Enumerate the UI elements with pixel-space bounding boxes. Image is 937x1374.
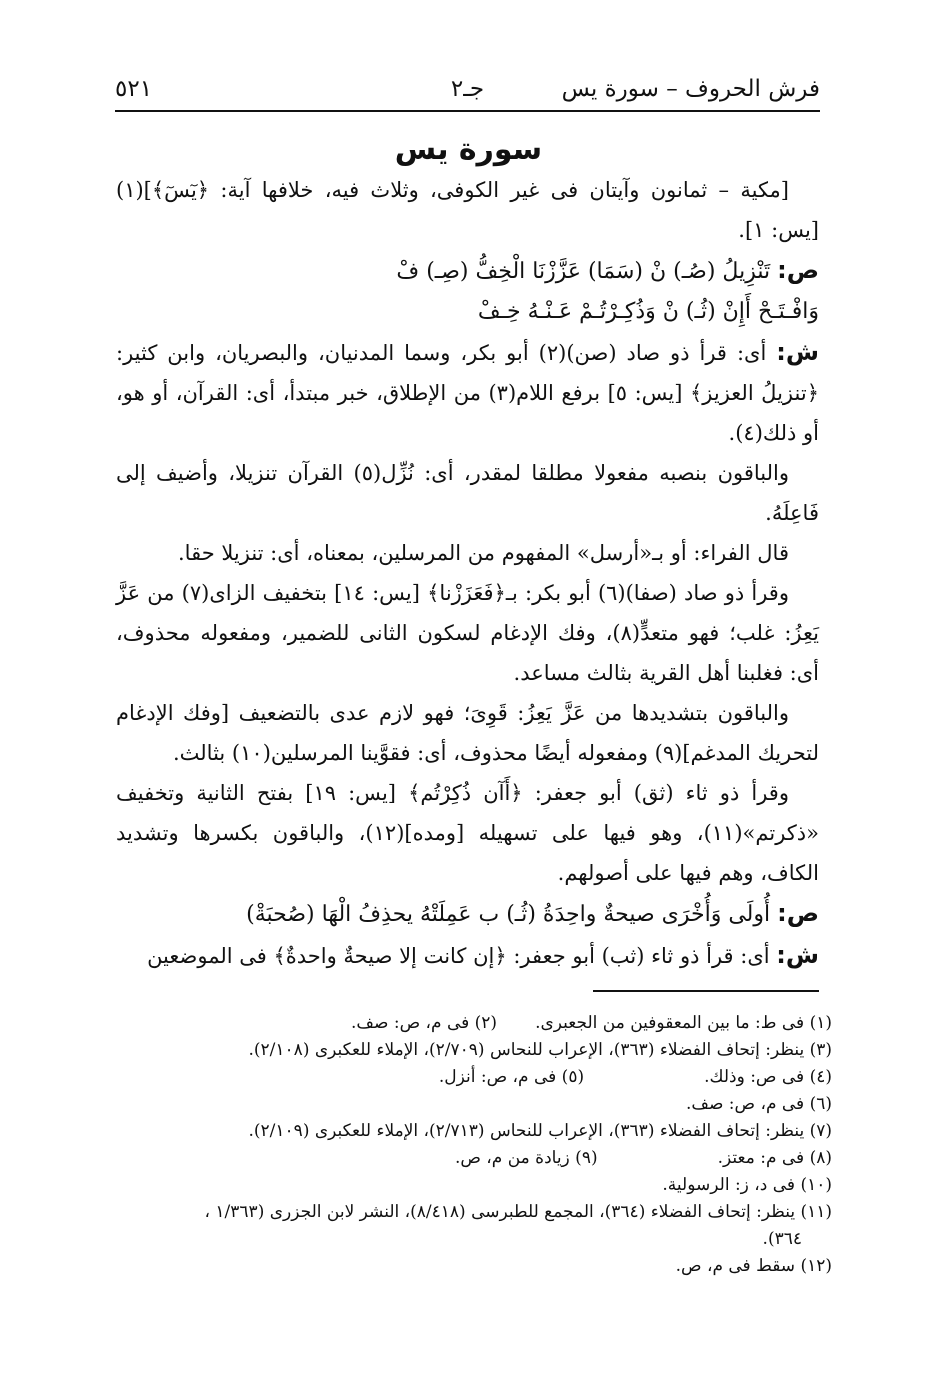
footnote: (٢) فى م، ص: صف.: [351, 1013, 498, 1033]
surah-title: سورة يس: [394, 132, 543, 167]
commentary-text: أى: قرأ ذو صاد (صن)(٢) أبو بكر، وسما المدنيان، والبصريان، وابن كثير: ﴿تنزيلُ العزيز﴾ [يس: ٥] برفع اللام(٣) من الإطلاق، خبر مبتدأ، أى: القرآن، أو هو، أو ذلك(٤).: [116, 341, 820, 445]
footnote-line: [117, 1037, 832, 1064]
footnote-line: [117, 1253, 832, 1280]
footnote: (٧) ينظر: إتحاف الفضلاء (٣٦٣)، الإعراب للنحاس (٢/٧١٣)، الإملاء للعكبرى (٢/١٠٩).: [248, 1121, 832, 1141]
paragraph: وقرأ ذو صاد (صفا)(٦) أبو بكر: بـ﴿فَعَزَزْنا﴾ [يس: ١٤] بتخفيف الزاى(٧) من عَزَّ يَعِزُ: غلب؛ فهو متعدٍّ(٨)، وفك الإدغام لسكون الثانى للضمير، ومفعوله محذوف، أى: فغلبنا أهل القرية بثالث مساعد.: [116, 581, 819, 685]
footnote: (٨) فى م: معتز.: [717, 1148, 832, 1168]
footnote-separator: [593, 990, 819, 992]
footnote-line: [117, 1226, 832, 1253]
footnote-line: [117, 1010, 832, 1037]
footnote-line: [117, 1064, 832, 1091]
main-text: [116, 170, 819, 976]
verse-label: ص:: [777, 256, 819, 284]
footnote-line: [117, 1118, 832, 1145]
commentary-label: ش:: [776, 338, 819, 366]
paragraph: والباقون بنصبه مفعولا مطلقا لمقدر، أى: نُزِّل(٥) القرآن تنزيلا، وأضيف إلى فَاعِلَهُ.: [116, 461, 819, 525]
commentary-label: ش:: [776, 941, 819, 969]
footnote: (١٠) فى د، ز: الرسولية.: [662, 1175, 832, 1195]
footnote-line: [117, 1145, 832, 1172]
commentary-paragraph: [116, 332, 819, 453]
verse-line-3: [116, 893, 819, 935]
footnote: (٦) فى م، ص: صف.: [685, 1094, 832, 1114]
footnote: (٣) ينظر: إتحاف الفضلاء (٣٦٣)، الإعراب للنحاس (٢/٧٠٩)، الإملاء للعكبرى (٢/١٠٨).: [248, 1040, 832, 1060]
paragraph: والباقون بتشديدها من عَزَّ يَعِزُ: قَوِىَ؛ فهو لازم عدى بالتضعيف [وفك الإدغام لتحريك المدغم](٩) ومفعوله أيضًا محذوف، أى: فقوَّينا المرسلين(١٠) بثالث.: [116, 701, 819, 765]
footnote-line: [117, 1199, 832, 1226]
commentary-paragraph: [116, 935, 819, 976]
footnote: (١٢) سقط فى م، ص.: [675, 1256, 832, 1276]
footnotes: [117, 1010, 832, 1280]
footnote: (١١) ينظر: إتحاف الفضلاء (٣٦٤)، المجمع للطبرسى (٨/٤١٨)، النشر لابن الجزرى (١/٣٦٣ ،: [204, 1202, 832, 1222]
running-header: [115, 76, 820, 112]
running-title: فرش الحروف – سورة يس: [561, 76, 820, 102]
footnote-line: [117, 1091, 832, 1118]
footnote: ٣٦٤).: [762, 1229, 802, 1249]
verse-line-1: [116, 250, 819, 292]
footnote: (١) فى ط: ما بين المعقوفين من الجعبرى.: [535, 1013, 832, 1033]
paragraph: قال الفراء: أو بـ«أرسل» المفهوم من المرسلين، بمعناه، أى: تنزيلا حقا.: [178, 541, 789, 565]
paragraph: وقرأ ذو ثاء (ثق) أبو جعفر: ﴿أَآن ذُكِرْتُم﴾ [يس: ١٩] بفتح الثانية وتخفيف «ذكرتم»(١١)، وهو فيها على تسهيله [ومده](١٢)، والباقون بكسرها وتشديد الكاف، وهم فيها على أصولهم.: [116, 781, 819, 885]
footnote: (٩) زيادة من م، ص.: [454, 1148, 598, 1168]
volume-label: جـ٢: [450, 76, 485, 102]
verse-text: أُولَى وَأُخْرَى صيحةٌ واحِدَةُ (ثُـ) ب عَمِلَتْهُ يحذِفُ الْهَا (صُحبَةْ): [246, 902, 771, 927]
surah-intro: [مكية – ثمانون وآيتان فى غير الكوفى، وثلاث فيه، خلافها آية: ﴿يٓسٓ﴾](١) [يس: ١].: [116, 178, 819, 242]
verse-text: تَنْزِيلُ (صُـ) نْ (سَمَا) عَزَّزْنَا الْخِفُّ (صِـ) فْ: [396, 259, 771, 284]
footnote: (٥) فى م، ص: أنزل.: [438, 1067, 585, 1087]
verse-label: ص:: [777, 899, 819, 927]
footnote-line: [117, 1172, 832, 1199]
footnote: (٤) فى ص: وذلك.: [704, 1067, 832, 1087]
commentary-text: أى: قرأ ذو ثاء (ثب) أبو جعفر: ﴿إن كانت إلا صيحةٌ واحدةٌ﴾ فى الموضعين: [147, 944, 770, 968]
page-number: ٥٢١: [115, 76, 153, 102]
verse-line-2: وَافْـتَـحْ أَإِنْ (ثُـ) نْ وَذُكِـرْتُـمْ عَـنْـهُ خِـفْ: [477, 299, 819, 324]
